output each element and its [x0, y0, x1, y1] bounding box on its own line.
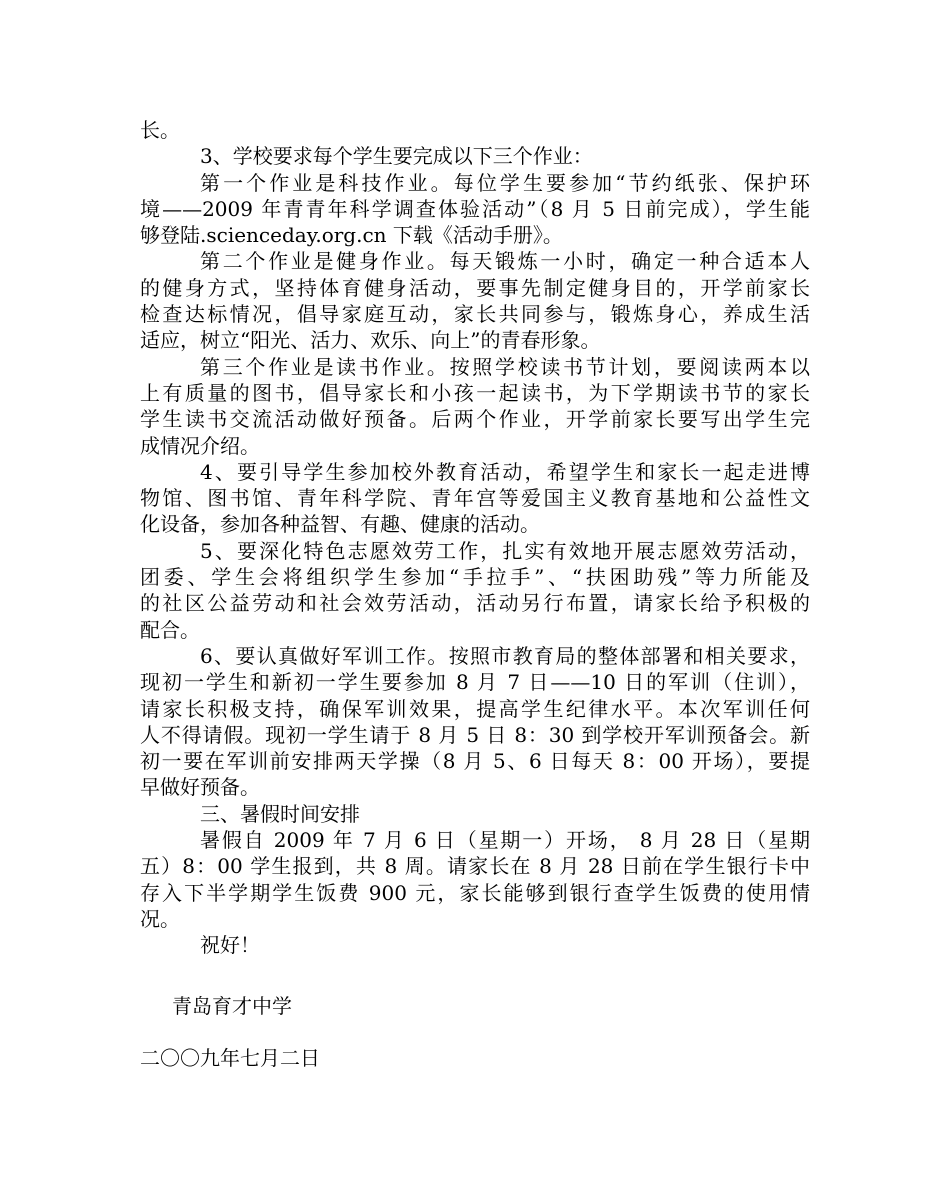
- text-line: 5、要深化特色志愿效劳工作，扎实有效地开展志愿效劳活动，: [200, 538, 810, 563]
- text-line: 6、要认真做好军训工作。按照市教育局的整体部署和相关要求，: [200, 643, 810, 668]
- text-line: 暑假自 2009 年 7 月 6 日（星期一）开场， 8 月 28 日（星期: [200, 828, 810, 853]
- text-line: 物馆、图书馆、青年科学院、青年宫等爱国主义教育基地和公益性文: [140, 486, 810, 511]
- text-line: 化设备，参加各种益智、有趣、健康的活动。: [140, 512, 540, 537]
- text-line: 配合。: [140, 617, 200, 642]
- text-line: 早做好预备。: [140, 775, 260, 800]
- letter-body: [140, 117, 810, 1071]
- text-line: 上有质量的图书，倡导家长和小孩一起读书，为下学期读书节的家长: [140, 380, 810, 405]
- text-line: 够登陆.scienceday.org.cn 下载《活动手册》。: [140, 223, 563, 248]
- text-line: 团委、学生会将组织学生参加“手拉手”、“扶困助残”等力所能及: [140, 565, 810, 590]
- blank-line: [140, 959, 810, 985]
- text-line: 适应，树立“阳光、活力、欢乐、向上”的青春形象。: [140, 328, 601, 353]
- text-line: 请家长积极支持，确保军训效果，提高学生纪律水平。本次军训任何: [140, 696, 810, 721]
- section-heading: 三、暑假时间安排: [200, 801, 360, 826]
- signature: 青岛育才中学: [172, 993, 292, 1018]
- text-line: 现初一学生和新初一学生要参加 8 月 7 日——10 日的军训（住训），: [140, 670, 810, 695]
- letter-date: 二〇〇九年七月二日: [140, 1046, 320, 1071]
- closing-greeting: 祝好！: [200, 933, 260, 958]
- text-line: 学生读书交流活动做好预备。后两个作业，开学前家长要写出学生完: [140, 407, 810, 432]
- text-line: 境——2009 年青青年科学调查体验活动”（8 月 5 日前完成），学生能: [140, 196, 810, 221]
- text-line: 长。: [140, 118, 180, 142]
- text-line: 第一个作业是科技作业。每位学生要参加“节约纸张、保护环: [200, 170, 810, 195]
- text-line: 检查达标情况，倡导家庭互动，家长共同参与，锻炼身心，养成生活: [140, 302, 810, 327]
- text-line: 第二个作业是健身作业。每天锻炼一小时，确定一种合适本人: [200, 249, 810, 274]
- text-line: 初一要在军训前安排两天学操（8 月 5、6 日每天 8：00 开场），要提: [140, 749, 810, 774]
- text-line: 人不得请假。现初一学生请于 8 月 5 日 8：30 到学校开军训预备会。新: [140, 722, 810, 747]
- text-line: 的社区公益劳动和社会效劳活动，活动另行布置，请家长给予积极的: [140, 591, 810, 616]
- text-line: 存入下半学期学生饭费 900 元，家长能够到银行查学生饭费的使用情: [140, 880, 810, 905]
- text-line: 况。: [140, 906, 180, 931]
- text-line: 的健身方式，坚持体育健身活动，要事先制定健身目的，开学前家长: [140, 275, 810, 300]
- text-line: 第三个作业是读书作业。按照学校读书节计划，要阅读两本以: [200, 354, 810, 379]
- text-line: 成情况介绍。: [140, 433, 260, 458]
- text-line: 4、要引导学生参加校外教育活动，希望学生和家长一起走进博: [200, 459, 810, 484]
- text-line: 3、学校要求每个学生要完成以下三个作业：: [200, 144, 593, 169]
- text-line: 五）8：00 学生报到，共 8 周。请家长在 8 月 28 日前在学生银行卡中: [140, 854, 810, 879]
